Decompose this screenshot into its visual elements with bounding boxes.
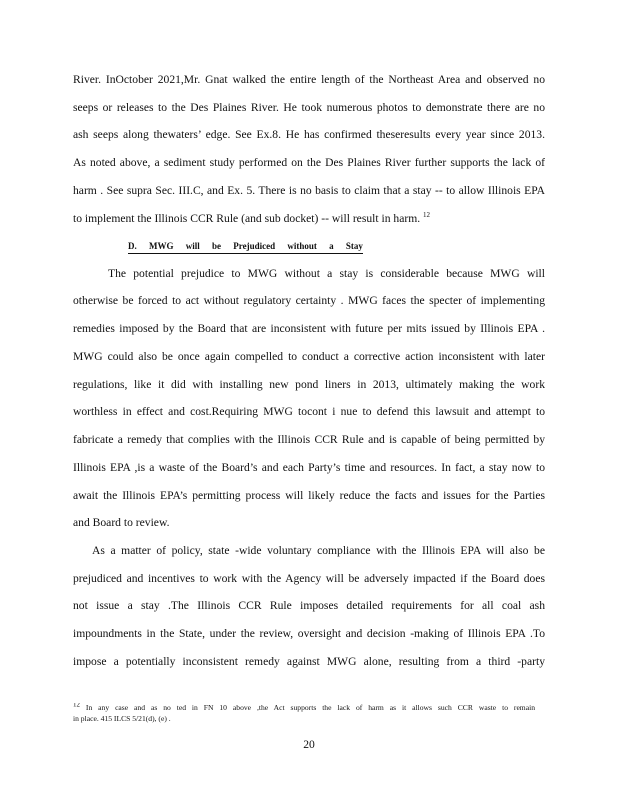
footnote-text: In any case and as no ted in FN 10 above ,the Act supports the lack of harm as it allows such CCR waste to remain xyxy=(80,703,535,712)
body-line: prejudiced and incentives to work with the Agency will be adversely impacted if the Board does xyxy=(73,572,545,585)
footnote-number: 12 xyxy=(73,703,80,709)
body-line: impoundments in the State, under the review, oversight and decision -making of Illinois EPA .To xyxy=(73,627,545,640)
body-line-last xyxy=(73,211,545,227)
body-line: regulations, like it did with installing new pond liners in 2013, ultimately making the work xyxy=(73,378,545,391)
body-line: fabricate a remedy that complies with the Illinois CCR Rule and is capable of being permitted by xyxy=(73,433,545,446)
body-line: await the Illinois EPA’s permitting process will likely reduce the facts and issues for the Parties xyxy=(73,489,545,502)
footnote-line xyxy=(73,703,535,713)
body-line: Illinois EPA ,is a waste of the Board’s and each Party’s time and resources. In fact, a stay now to xyxy=(73,461,545,474)
body-line-text: to implement the Illinois CCR Rule (and sub docket) -- will result in harm. xyxy=(73,212,421,225)
body-line: and Board to review. xyxy=(73,516,170,529)
body-line: otherwise be forced to act without regulatory certainty . MWG faces the specter of implementing xyxy=(73,294,545,307)
body-line: not issue a stay .The Illinois CCR Rule imposes detailed requirements for all coal ash xyxy=(73,599,545,612)
body-line: River. InOctober 2021,Mr. Gnat walked the entire length of the Northeast Area and observed no xyxy=(73,73,545,86)
body-line: MWG could also be once again compelled to conduct a corrective action inconsistent with later xyxy=(73,350,545,363)
footnote-line: in place. 415 ILCS 5/21(d), (e) . xyxy=(73,714,171,723)
body-line: ash seeps along thewaters’ edge. See Ex.8. He has confirmed theseresults every year since 2013. xyxy=(73,128,545,141)
body-line: remedies imposed by the Board that are inconsistent with future per mits issued by Illinois EPA . xyxy=(73,322,545,335)
body-line: The potential prejudice to MWG without a stay is considerable because MWG will xyxy=(108,267,545,280)
page-number: 20 xyxy=(303,738,315,751)
footnote-reference: 12 xyxy=(423,211,431,220)
body-line: As noted above, a sediment study performed on the Des Plaines River further supports the lack of xyxy=(73,156,545,169)
body-line: impose a potentially inconsistent remedy against MWG alone, resulting from a third -party xyxy=(73,655,545,668)
body-line: worthless in effect and cost.Requiring MWG tocont i nue to defend this lawsuit and attempt to xyxy=(73,405,545,418)
body-line: As a matter of policy, state -wide voluntary compliance with the Illinois EPA will also be xyxy=(92,544,545,557)
body-line: harm . See supra Sec. III.C, and Ex. 5. There is no basis to claim that a stay -- to allow Illinois EPA xyxy=(73,184,545,197)
body-line: seeps or releases to the Des Plaines River. He took numerous photos to demonstrate there are no xyxy=(73,101,545,114)
section-heading: D. MWG will be Prejudiced without a Stay xyxy=(128,240,363,254)
